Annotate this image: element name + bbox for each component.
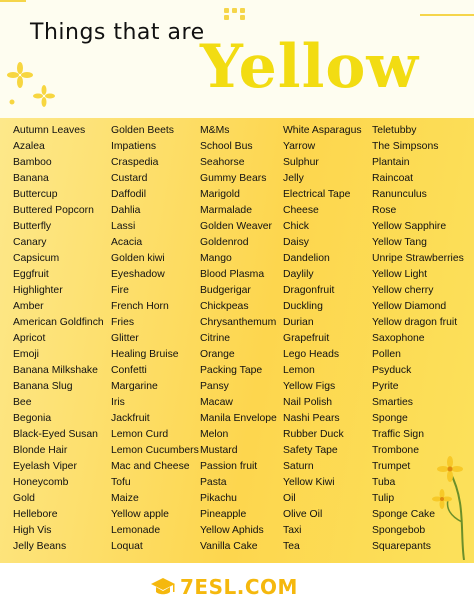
list-item: Emoji — [13, 349, 39, 360]
list-item: Pansy — [200, 381, 229, 392]
brand-logo[interactable] — [150, 574, 298, 600]
list-item: Chickpeas — [200, 301, 249, 312]
list-item: Safety Tape — [283, 445, 338, 456]
list-item: Pikachu — [200, 493, 237, 504]
list-item: Pyrite — [372, 381, 399, 392]
list-item: Bamboo — [13, 157, 52, 168]
list-item: Marigold — [200, 189, 240, 200]
list-item: Yellow Aphids — [200, 525, 264, 536]
list-item: Golden Weaver — [200, 221, 273, 232]
list-item: Pasta — [200, 477, 227, 488]
list-item: Citrine — [200, 333, 231, 344]
list-item: Yarrow — [283, 141, 316, 152]
list-item: Dahlia — [111, 205, 141, 216]
list-item: Daylily — [283, 269, 314, 280]
list-item: Goldenrod — [200, 237, 249, 248]
list-item: Mac and Cheese — [111, 461, 190, 472]
list-item: Packing Tape — [200, 365, 263, 376]
list-item: The Simpsons — [372, 141, 439, 152]
list-item: Begonia — [13, 413, 52, 424]
list-item: Mango — [200, 253, 232, 264]
list-item: Lego Heads — [283, 349, 340, 360]
list-item: Apricot — [13, 333, 46, 344]
list-item: M&Ms — [200, 125, 230, 136]
list-item: Eyeshadow — [111, 269, 165, 280]
list-item: Psyduck — [372, 365, 412, 376]
list-item: Lemon — [283, 365, 315, 376]
list-item: High Vis — [13, 525, 52, 536]
list-item: Tulip — [372, 493, 395, 504]
list-item: Yellow dragon fruit — [372, 317, 458, 328]
list-item: Macaw — [200, 397, 233, 408]
list-item: Fire — [111, 285, 129, 296]
list-item: Loquat — [111, 541, 143, 552]
flower-branch-icon — [420, 452, 474, 560]
list-item: Golden kiwi — [111, 253, 165, 264]
subtitle: Things that are — [30, 20, 205, 45]
list-item: Gummy Bears — [200, 173, 267, 184]
list-item: Azalea — [13, 141, 45, 152]
word-grid — [0, 118, 474, 563]
list-item: Capsicum — [13, 253, 60, 264]
list-item: Orange — [200, 349, 235, 360]
list-item: School Bus — [200, 141, 253, 152]
list-item: Honeycomb — [13, 477, 69, 488]
list-item: Amber — [13, 301, 44, 312]
decorative-dots — [224, 8, 246, 22]
list-item: Jackfruit — [111, 413, 150, 424]
decorative-line — [420, 14, 474, 16]
list-item: Banana — [13, 173, 49, 184]
list-item: Confetti — [111, 365, 147, 376]
list-item: Saturn — [283, 461, 314, 472]
list-item: Tofu — [111, 477, 131, 488]
list-item: Impatiens — [111, 141, 157, 152]
list-item: Yellow Sapphire — [372, 221, 447, 232]
list-item: Olive Oil — [283, 509, 323, 520]
list-item: Electrical Tape — [283, 189, 351, 200]
list-item: Eyelash Viper — [13, 461, 77, 472]
decorative-line — [0, 0, 26, 2]
page-title: Yellow — [200, 32, 420, 102]
list-item: Margarine — [111, 381, 158, 392]
list-item: Trombone — [372, 445, 419, 456]
list-item: Lemon Curd — [111, 429, 169, 440]
list-item: Yellow Diamond — [372, 301, 447, 312]
list-item: Melon — [200, 429, 229, 440]
list-item: Dandelion — [283, 253, 330, 264]
list-item: Blonde Hair — [13, 445, 68, 456]
list-item: Mustard — [200, 445, 238, 456]
list-item: Jelly Beans — [13, 541, 67, 552]
list-item: Glitter — [111, 333, 139, 344]
list-item: Jelly — [283, 173, 304, 184]
list-item: Buttercup — [13, 189, 58, 200]
list-item: Highlighter — [13, 285, 63, 296]
list-item: Taxi — [283, 525, 302, 536]
list-item: White Asparagus — [283, 125, 362, 136]
list-item: Rubber Duck — [283, 429, 344, 440]
list-item: Manila Envelope — [200, 413, 277, 424]
list-item: Unripe Strawberries — [372, 253, 464, 264]
flower-icon — [6, 60, 56, 110]
list-item: Marmalade — [200, 205, 252, 216]
graduation-cap-icon — [150, 576, 176, 598]
list-item: Buttered Popcorn — [13, 205, 94, 216]
list-item: Smarties — [372, 397, 413, 408]
list-item: Daisy — [283, 237, 309, 248]
list-item: Passion fruit — [200, 461, 258, 472]
list-item: Blood Plasma — [200, 269, 265, 280]
list-item: Budgerigar — [200, 285, 251, 296]
list-item: Trumpet — [372, 461, 411, 472]
list-item: Nashi Pears — [283, 413, 340, 424]
list-item: Pineapple — [200, 509, 247, 520]
list-item: Ranunculus — [372, 189, 427, 200]
list-item: Gold — [13, 493, 35, 504]
logo-text: 7ESL.COM — [180, 575, 298, 599]
list-item: Pollen — [372, 349, 401, 360]
list-item: Tea — [283, 541, 300, 552]
list-item: Autumn Leaves — [13, 125, 86, 136]
header — [0, 0, 474, 118]
list-item: Yellow Tang — [372, 237, 427, 248]
list-item: Lemonade — [111, 525, 161, 536]
list-item: Seahorse — [200, 157, 245, 168]
word-column-1 — [13, 123, 104, 555]
list-item: Black-Eyed Susan — [13, 429, 98, 440]
list-item: Tuba — [372, 477, 396, 488]
list-item: Yellow apple — [111, 509, 169, 520]
list-item: Raincoat — [372, 173, 414, 184]
list-item: Plantain — [372, 157, 410, 168]
list-item: Vanilla Cake — [200, 541, 258, 552]
list-item: Lassi — [111, 221, 136, 232]
list-item: Grapefruit — [283, 333, 330, 344]
list-item: Bee — [13, 397, 32, 408]
list-item: Hellebore — [13, 509, 58, 520]
list-item: Rose — [372, 205, 397, 216]
list-item: Yellow Figs — [283, 381, 336, 392]
list-item: Acacia — [111, 237, 143, 248]
list-item: Healing Bruise — [111, 349, 179, 360]
list-item: Sulphur — [283, 157, 319, 168]
list-item: Yellow Kiwi — [283, 477, 335, 488]
word-column-4 — [283, 123, 362, 555]
list-item: Fries — [111, 317, 135, 328]
list-item: Oil — [283, 493, 296, 504]
list-item: Maize — [111, 493, 139, 504]
list-item: Banana Slug — [13, 381, 73, 392]
list-item: Squarepants — [372, 541, 431, 552]
list-item: Banana Milkshake — [13, 365, 98, 376]
list-item: Iris — [111, 397, 125, 408]
list-item: Lemon Cucumbers — [111, 445, 199, 456]
list-item: Saxophone — [372, 333, 425, 344]
list-item: Golden Beets — [111, 125, 174, 136]
list-item: Nail Polish — [283, 397, 333, 408]
list-item: Eggfruit — [13, 269, 49, 280]
list-item: Butterfly — [13, 221, 52, 232]
list-item: Traffic Sign — [372, 429, 424, 440]
list-item: Teletubby — [372, 125, 417, 136]
list-item: Sponge Cake — [372, 509, 435, 520]
list-item: Custard — [111, 173, 148, 184]
list-item: Chrysanthemum — [200, 317, 277, 328]
list-item: Craspedia — [111, 157, 159, 168]
list-item: Durian — [283, 317, 314, 328]
list-item: Duckling — [283, 301, 323, 312]
list-item: Dragonfruit — [283, 285, 335, 296]
list-item: Chick — [283, 221, 309, 232]
list-item: French Horn — [111, 301, 169, 312]
list-item: Yellow cherry — [372, 285, 434, 296]
list-item: Daffodil — [111, 189, 147, 200]
word-column-3 — [200, 123, 277, 555]
list-item: Cheese — [283, 205, 319, 216]
word-column-2 — [111, 123, 199, 555]
list-item: Yellow Light — [372, 269, 428, 280]
list-item: Canary — [13, 237, 47, 248]
list-item: Spongebob — [372, 525, 426, 536]
list-item: Sponge — [372, 413, 408, 424]
list-item: American Goldfinch — [13, 317, 104, 328]
